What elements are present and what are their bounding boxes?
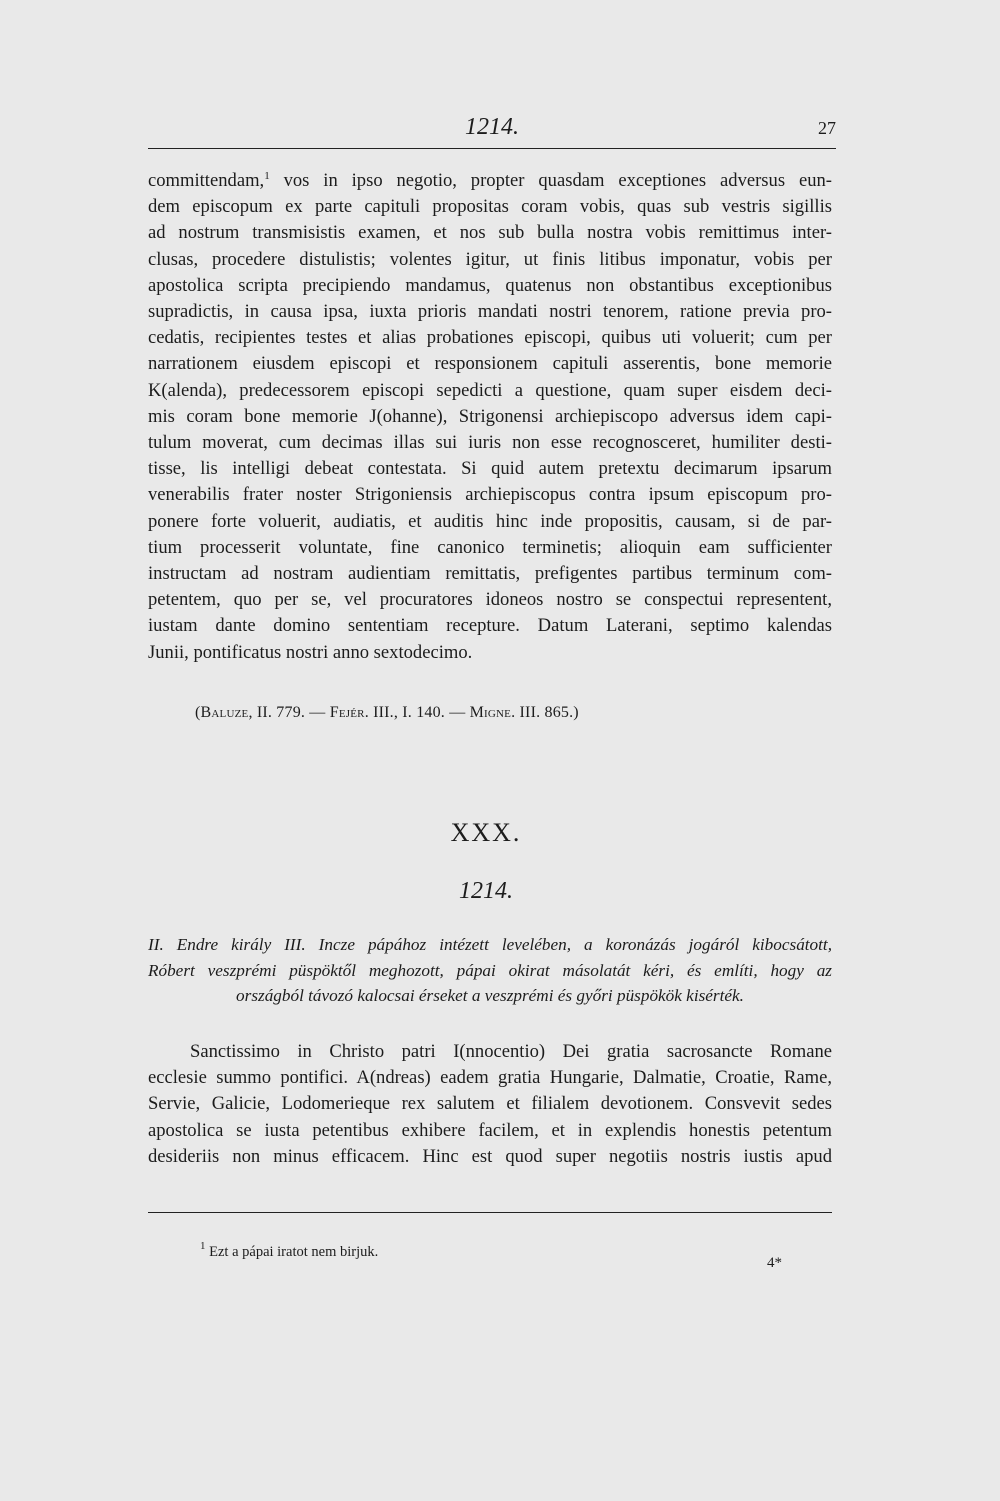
text-line: Junii, pontificatus nostri anno sextodecimo. bbox=[148, 641, 473, 663]
summary-line: országból távozó kalocsai érseket a veszprémi és győri püspökök kisérték. bbox=[236, 986, 744, 1005]
footnote-mark: 1 bbox=[264, 170, 270, 182]
signature-mark: 4* bbox=[767, 1255, 782, 1271]
text-line: dem episcopum ex parte capituli propositas coram vobis, quas sub vestris sigillis bbox=[148, 196, 832, 218]
text-line: clusas, procedere distulistis; volentes igitur, ut finis litibus imponatur, vobis per bbox=[148, 248, 832, 270]
document-year: 1214. bbox=[459, 878, 513, 904]
source-ref: , II. 779. — bbox=[248, 704, 330, 721]
text-line: apostolica scripta precipiendo mandamus, quatenus non obstantibus exceptionibus bbox=[148, 274, 832, 296]
document-number: XXX. bbox=[450, 818, 522, 847]
header-year: 1214. bbox=[465, 114, 519, 140]
text-line: tisse, lis intelligi debeat contestata. Si quid autem pretextu decimarum ipsarum bbox=[148, 458, 832, 480]
text-line: mis coram bone memorie J(ohanne), Strigonensi archiepiscopo adversus idem capi- bbox=[148, 405, 832, 427]
text-line: ecclesie summo pontifici. A(ndreas) eadem gratia Hungarie, Dalmatie, Croatie, Rame, bbox=[148, 1067, 832, 1089]
text-line: ponere forte voluerit, audiatis, et auditis hinc inde propositis, causam, si de par- bbox=[148, 510, 832, 532]
source-name: Fejér bbox=[329, 704, 365, 721]
text-line bbox=[148, 163, 832, 194]
footnote-divider bbox=[148, 1212, 832, 1213]
footnote-text: Ezt a pápai iratot nem birjuk. bbox=[205, 1244, 379, 1260]
source-name: Baluze bbox=[200, 704, 249, 721]
text-line: ad nostrum transmisistis examen, et nos sub bulla nostra vobis remittimus inter- bbox=[148, 222, 832, 244]
text-line: desideriis non minus efficacem. Hinc est quod super negotiis nostris iustis apud bbox=[148, 1145, 832, 1167]
letter-text bbox=[148, 1039, 832, 1170]
text-line: supradictis, in causa ipsa, iuxta prioris mandati nostri tenorem, ratione previa pro- bbox=[148, 301, 832, 323]
source-ref: . III. 865.) bbox=[511, 704, 579, 721]
running-header bbox=[148, 112, 836, 149]
text-line: tulum moverat, cum decimas illas sui iuris non esse recognosceret, humiliter desti- bbox=[148, 432, 832, 454]
source-ref: . III., I. 140. — bbox=[364, 704, 470, 721]
text-line: Servie, Galicie, Lodomerieque rex salutem et filialem devotionem. Consvevit sedes bbox=[148, 1093, 832, 1115]
footnote bbox=[200, 1240, 378, 1261]
text-line: cedatis, recipientes testes et alias probationes episcopi, quibus uti voluerit; cum per bbox=[148, 327, 832, 349]
text-line: venerabilis frater noster Strigoniensis archiepiscopus contra ipsum episcopum pro- bbox=[148, 484, 832, 506]
source-citation bbox=[195, 704, 579, 722]
document-summary bbox=[148, 932, 832, 1009]
text-line: tium processerit voluntate, fine canonico terminetis; alioquin eam sufficienter bbox=[148, 536, 832, 558]
text-line: petentem, quo per se, vel procuratores idoneos nostro se conspectui representent, bbox=[148, 589, 832, 611]
text-line: iustam dante domino sententiam recepture. Datum Laterani, septimo kalendas bbox=[148, 615, 832, 637]
text-line-rest: vos in ipso negotio, propter quasdam exceptiones adversus eun- bbox=[269, 170, 832, 191]
footnote-mark: 1 bbox=[200, 1240, 206, 1252]
source-open: ( bbox=[195, 704, 201, 721]
summary-line: Róbert veszprémi püspöktől meghozott, pápai okirat másolatát kéri, és említi, hogy az bbox=[148, 960, 832, 980]
text-line: K(alenda), predecessorem episcopi sepedicti a questione, quam super eisdem deci- bbox=[148, 379, 832, 401]
page-number: 27 bbox=[818, 118, 836, 138]
text-word: committendam, bbox=[148, 170, 265, 191]
text-line: apostolica se iusta petentibus exhibere facilem, et in explendis honestis petentum bbox=[148, 1119, 832, 1141]
letter-text-continued bbox=[148, 163, 832, 666]
source-name: Migne bbox=[469, 704, 512, 721]
summary-line: II. Endre király III. Incze pápához intézett levelében, a koronázás jogáról kibocsátott, bbox=[148, 935, 832, 954]
text-line: instructam ad nostram audientiam remittatis, prefigentes partibus terminum com- bbox=[148, 563, 832, 585]
text-line: Sanctissimo in Christo patri I(nnocentio) Dei gratia sacrosancte Romane bbox=[190, 1041, 832, 1062]
text-line: narrationem eiusdem episcopi et responsionem capituli asserentis, bone memorie bbox=[148, 353, 832, 375]
